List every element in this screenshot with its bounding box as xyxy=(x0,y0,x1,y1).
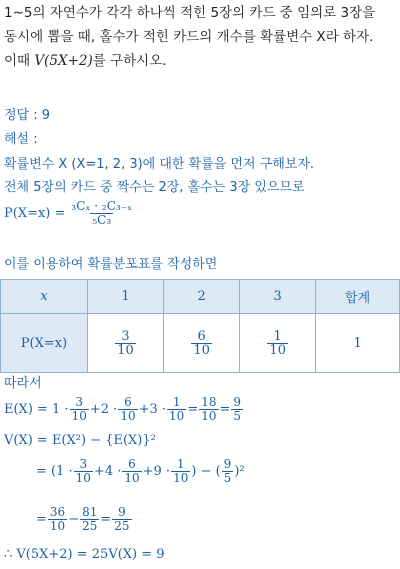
vx2-t2-num: 6 xyxy=(128,457,136,471)
prob-lhs: P(X=x) = xyxy=(4,206,66,221)
problem-line-3-pre: 이때 xyxy=(4,53,35,69)
vx-expansion xyxy=(36,458,245,485)
vx3-eq2: = xyxy=(100,512,112,527)
vx2-open: = (1 · xyxy=(36,464,73,479)
vx3-c-den: 25 xyxy=(114,519,130,533)
vx-definition: V(X) = E(X²) − {E(X)}² xyxy=(4,433,156,448)
table-cell-prob-2 xyxy=(164,314,240,373)
problem-line-3-post: 를 구하시오. xyxy=(92,53,167,69)
problem-line-1: 1∼5의 자연수가 각각 하나씩 적힌 5장의 카드 중 임의로 3장을 xyxy=(4,5,376,21)
solution-label: 해설 : xyxy=(4,132,38,147)
table-intro: 이를 이용하여 확률분포표를 작성하면 xyxy=(4,257,218,272)
table-header-2: 2 xyxy=(164,280,240,314)
vx-result xyxy=(36,506,133,533)
prob-2-num: 6 xyxy=(197,328,206,344)
ex-t1-num: 3 xyxy=(75,395,84,409)
ex-mid1: +2 · xyxy=(89,402,118,417)
problem-line-3 xyxy=(4,50,167,72)
table-prob-row xyxy=(1,314,400,373)
ex-t2-num: 6 xyxy=(124,395,132,409)
problem-math: V(5X+2) xyxy=(34,53,93,69)
table-header-1: 1 xyxy=(88,280,164,314)
answer-label: 정답 : 9 xyxy=(4,108,51,123)
probability-table xyxy=(0,279,400,373)
vx2-t2-den: 10 xyxy=(124,471,140,485)
ex-r1-den: 10 xyxy=(201,409,217,423)
solution-intro-1: 확률변수 X (X=1, 2, 3)에 대한 확률을 먼저 구해보자. xyxy=(4,157,315,172)
ex-lhs: E(X) = 1 · xyxy=(4,402,69,417)
ex-t1-den: 10 xyxy=(71,409,87,423)
prob-denominator: ₅C₃ xyxy=(92,213,112,227)
vx2-t3-den: 10 xyxy=(173,471,189,485)
vx3-b-den: 25 xyxy=(82,519,98,533)
vx2-mid2: +9 · xyxy=(142,464,171,479)
ex-equation xyxy=(4,396,244,423)
ex-t2-den: 10 xyxy=(120,409,136,423)
vx2-t1-den: 10 xyxy=(75,471,91,485)
table-cell-prob-3 xyxy=(240,314,316,373)
ex-r2-num: 9 xyxy=(233,395,242,409)
vx2-t1-num: 3 xyxy=(79,457,88,471)
vx2-end: )² xyxy=(234,464,245,479)
ex-eq2: = xyxy=(219,402,231,417)
vx2-f-num: 9 xyxy=(223,457,232,471)
final-answer: ∴ V(5X+2) = 25V(X) = 9 xyxy=(4,547,165,562)
table-header-3: 3 xyxy=(240,280,316,314)
prob-3-num: 1 xyxy=(273,328,282,344)
table-header-x: x xyxy=(1,280,88,314)
ex-r1-num: 18 xyxy=(201,395,217,409)
table-header-total: 합계 xyxy=(316,280,400,314)
vx3-b-num: 81 xyxy=(82,505,98,519)
vx2-mid1: +4 · xyxy=(93,464,122,479)
ex-r2-den: 5 xyxy=(233,409,242,423)
conclusion-label: 따라서 xyxy=(4,376,42,391)
vx3-c-num: 9 xyxy=(118,505,126,519)
table-cell-total: 1 xyxy=(316,314,400,373)
problem-line-2: 동시에 뽑을 때, 홀수가 적힌 카드의 개수를 확률변수 X라 하자. xyxy=(4,29,374,45)
prob-1-den: 10 xyxy=(117,342,134,358)
table-row-label: P(X=x) xyxy=(1,314,88,373)
vx3-a-num: 36 xyxy=(49,505,66,519)
ex-t3-num: 1 xyxy=(172,395,181,409)
probability-formula xyxy=(4,200,135,227)
vx3-eq: = xyxy=(36,512,47,527)
vx3-a-den: 10 xyxy=(49,519,66,533)
vx2-f-den: 5 xyxy=(223,471,232,485)
prob-3-den: 10 xyxy=(269,342,286,358)
prob-numerator: ₃Cₓ · ₂C₃₋ₓ xyxy=(71,199,133,213)
prob-2-den: 10 xyxy=(193,342,210,358)
prob-fraction xyxy=(69,200,134,227)
vx3-minus: − xyxy=(68,512,80,527)
table-cell-prob-1 xyxy=(88,314,164,373)
ex-mid2: +3 · xyxy=(138,402,167,417)
vx2-close: ) − ( xyxy=(191,464,221,479)
ex-eq: = xyxy=(187,402,199,417)
table-header-row xyxy=(1,280,400,314)
solution-intro-2: 전체 5장의 카드 중 짝수는 2장, 홀수는 3장 있으므로 xyxy=(4,180,305,195)
ex-t3-den: 10 xyxy=(169,409,185,423)
vx2-t3-num: 1 xyxy=(176,457,185,471)
prob-1-num: 3 xyxy=(121,328,130,344)
